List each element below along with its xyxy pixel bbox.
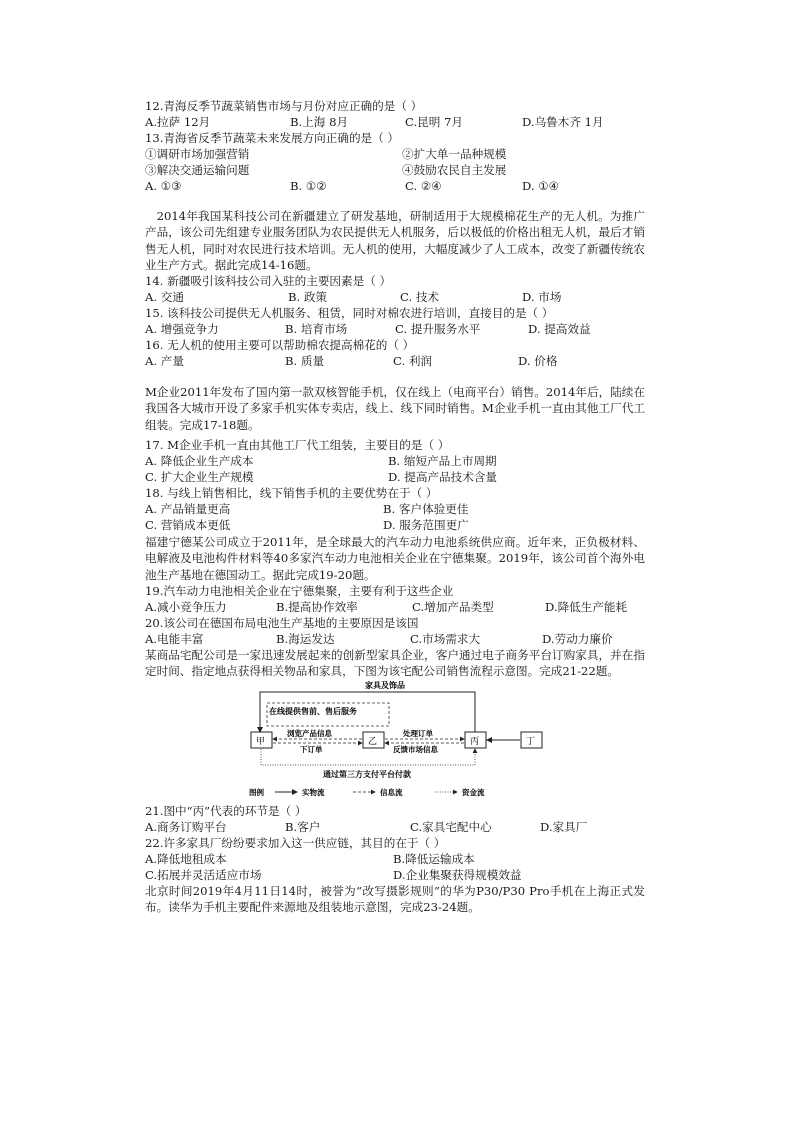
q12-option-c: C.昆明 7月 xyxy=(405,115,463,129)
q19-option-d: D.降低生产能耗 xyxy=(545,600,628,614)
q15-option-c: C. 提升服务水平 xyxy=(395,322,481,336)
passage-23-24: 北京时间2019年4月11日14时，被誉为“改写摄影规则”的华为P30/P30 Pro手机在上海正式发布。读华为手机主要配件来源地及组装地示意图，完成23-24题。 xyxy=(145,884,645,915)
q16-option-c: C. 利润 xyxy=(393,354,433,368)
q15-option-d: D. 提高效益 xyxy=(528,322,591,336)
q18-option-d: D. 服务范围更广 xyxy=(383,518,469,532)
passage-14-16: 2014年我国某科技公司在新疆建立了研发基地，研制适用于大规模棉花生产的无人机。为推广产品，该公司先组建专业服务团队为农民提供无人机服务，后以极低的价格出租无人机，最后才销售无人机，同时对农民进行技术培训。无人机的使用，大幅度减少了人工成本，改变了新疆传统农业生产方式。据此完成14-16题。 xyxy=(145,209,645,272)
node-yi-label: 乙 xyxy=(368,737,378,747)
q16-option-b: B. 质量 xyxy=(285,354,325,368)
q21-option-a: A.商务订购平台 xyxy=(145,820,227,834)
q21-option-b: B.客户 xyxy=(285,820,321,834)
q17-option-a: A. 降低企业生产成本 xyxy=(145,454,254,468)
label-payment: 通过第三方支付平台付款 xyxy=(323,769,411,779)
q22-option-a: A.降低地租成本 xyxy=(145,852,227,866)
q13-option-c: C. ②④ xyxy=(405,179,442,193)
q13-choice-2: ②扩大单一品种规模 xyxy=(402,147,507,161)
q19-option-c: C.增加产品类型 xyxy=(412,600,494,614)
q14-option-c: C. 技术 xyxy=(400,290,440,304)
q14-option-b: B. 政策 xyxy=(288,290,328,304)
passage-19-20: 福建宁德某公司成立于2011年，是全球最大的汽车动力电池系统供应商。近年来，正负极材料、电解液及电池构件材料等40多家汽车动力电池相关企业在宁德集聚。2019年，该公司首个海外电池生产基地在德国动工。据此完成19-20题。 xyxy=(145,535,645,582)
q13-option-b: B. ①② xyxy=(290,179,327,193)
label-feedback: 反馈市场信息 xyxy=(393,745,438,754)
q16-option-d: D. 价格 xyxy=(518,354,558,368)
node-bing-label: 丙 xyxy=(470,737,480,747)
q12-option-a: A.拉萨 12月 xyxy=(145,115,211,129)
passage-17-18: M企业2011年发布了国内第一款双核智能手机，仅在线上（电商平台）销售。2014年后，陆续在我国各大城市开设了多家手机实体专卖店，线上、线下同时销售。M企业手机一直由其他工厂代工组装。完成17-18题。 xyxy=(145,385,645,432)
flow-funds-bottom xyxy=(261,749,475,765)
q13-option-a: A. ①③ xyxy=(145,179,182,193)
legend-funds-label: 资金流 xyxy=(462,788,485,797)
node-ding-label: 丁 xyxy=(526,737,536,747)
q14-stem: 14. 新疆吸引该科技公司入驻的主要因素是（ ） xyxy=(145,274,392,288)
q12-stem: 12.青海反季节蔬菜销售市场与月份对应正确的是（ ） xyxy=(145,99,423,113)
q14-option-d: D. 市场 xyxy=(522,290,562,304)
q12-option-b: B.上海 8月 xyxy=(290,115,349,129)
q21-option-c: C.家具宅配中心 xyxy=(410,820,492,834)
q19-stem: 19.汽车动力电池相关企业在宁德集聚，主要有利于这些企业 xyxy=(145,584,454,598)
q22-option-b: B.降低运输成本 xyxy=(393,852,475,866)
q15-option-a: A. 增强竞争力 xyxy=(145,322,219,336)
q20-option-b: B.海运发达 xyxy=(276,632,335,646)
q18-option-b: B. 客户体验更佳 xyxy=(383,502,469,516)
q17-option-b: B. 缩短产品上市周期 xyxy=(388,454,497,468)
q20-stem: 20.该公司在德国布局电池生产基地的主要原因是该国 xyxy=(145,616,419,630)
passage-21-22: 某商品宅配公司是一家迅速发展起来的创新型家具企业，客户通过电子商务平台订购家具，并在指定时间、指定地点获得相关物品和家具，下图为该宅配公司销售流程示意图。完成21-22题。 xyxy=(145,648,645,679)
q13-stem: 13.青海省反季节蔬菜未来发展方向正确的是（ ） xyxy=(145,131,399,145)
q16-stem: 16. 无人机的使用主要可以帮助棉农提高棉花的（ ） xyxy=(145,338,415,352)
q22-stem: 22.许多家具厂纷纷要求加入这一供应链，其目的在于（ ） xyxy=(145,836,446,850)
q13-choice-4: ④鼓励农民自主发展 xyxy=(402,163,507,177)
legend-physical-label: 实物流 xyxy=(302,788,325,797)
q18-option-c: C. 营销成本更低 xyxy=(145,518,231,532)
q15-option-b: B. 培育市场 xyxy=(285,322,348,336)
label-online-service: 在线提供售前、售后服务 xyxy=(269,706,357,716)
label-order: 下订单 xyxy=(300,745,323,754)
q13-choice-1: ①调研市场加强营销 xyxy=(145,147,250,161)
q16-option-a: A. 产量 xyxy=(145,354,184,368)
q20-option-d: D.劳动力廉价 xyxy=(542,632,613,646)
q12-option-d: D.乌鲁木齐 1月 xyxy=(522,115,604,129)
q20-option-a: A.电能丰富 xyxy=(145,632,204,646)
node-jia-label: 甲 xyxy=(256,737,266,747)
label-browse: 浏览产品信息 xyxy=(287,729,332,738)
q19-option-b: B.提高协作效率 xyxy=(276,600,358,614)
q15-stem: 15. 该科技公司提供无人机服务、租赁，同时对棉农进行培训，直接目的是（ ） xyxy=(145,306,554,320)
q18-stem: 18. 与线上销售相比，线下销售手机的主要优势在于（ ） xyxy=(145,486,438,500)
q21-option-d: D.家具厂 xyxy=(540,820,588,834)
q22-option-c: C.拓展并灵活适应市场 xyxy=(145,868,262,882)
q21-stem: 21.图中“丙”代表的环节是（ ） xyxy=(145,804,307,818)
q17-option-c: C. 扩大企业生产规模 xyxy=(145,470,254,484)
sales-flow-svg xyxy=(245,680,565,800)
q13-choice-3: ③解决交通运输问题 xyxy=(145,163,250,177)
label-process: 处理订单 xyxy=(403,729,433,738)
label-furniture: 家具及饰品 xyxy=(365,680,405,690)
q19-option-a: A.减小竞争压力 xyxy=(145,600,227,614)
q17-option-d: D. 提高产品技术含量 xyxy=(388,470,498,484)
legend-info-label: 信息流 xyxy=(380,788,403,797)
q14-option-a: A. 交通 xyxy=(145,290,184,304)
q20-option-c: C.市场需求大 xyxy=(410,632,481,646)
legend-title: 图例 xyxy=(249,788,264,797)
q13-option-d: D. ①④ xyxy=(522,179,560,193)
q22-option-d: D.企业集聚获得规模效益 xyxy=(393,868,522,882)
q18-option-a: A. 产品销量更高 xyxy=(145,502,231,516)
q17-stem: 17. M企业手机一直由其他工厂代工组装，主要目的是（ ） xyxy=(145,438,450,452)
sales-flow-diagram xyxy=(245,680,565,800)
